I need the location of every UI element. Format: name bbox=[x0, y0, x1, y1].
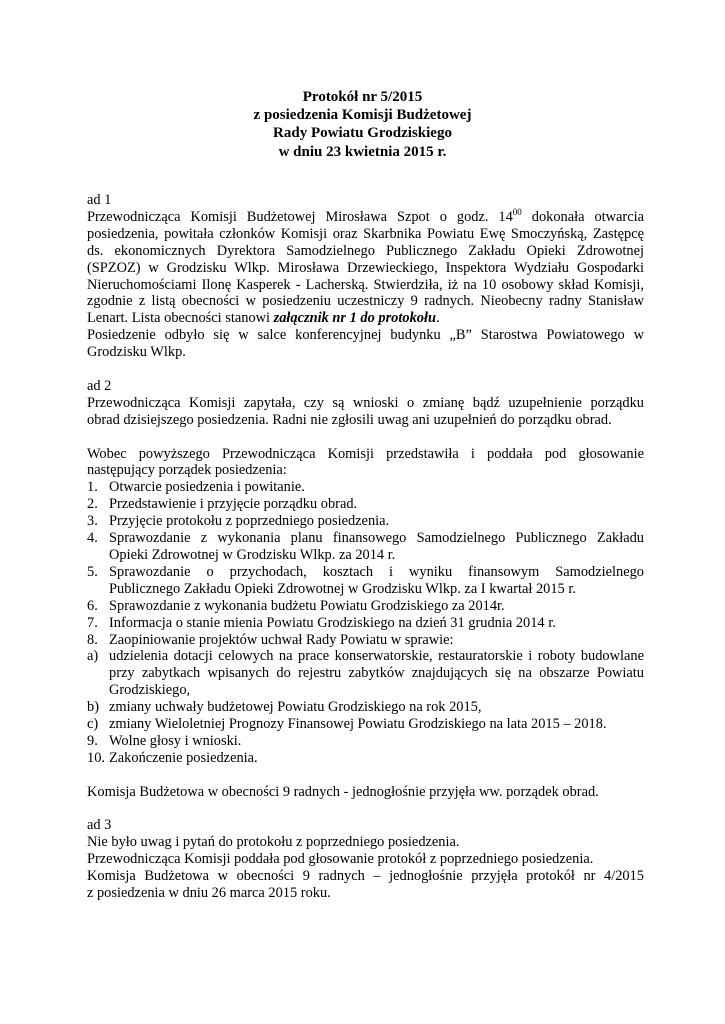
document-title bbox=[0, 88, 725, 161]
agenda-number: b) bbox=[87, 699, 99, 716]
agenda-number: 6. bbox=[87, 597, 98, 614]
text-line: Grodzisku Wlkp. bbox=[87, 344, 186, 361]
agenda-item: 4. Sprawozdanie z wykonania planu finansowego Samodzielnego Publicznego Zakładu Opieki Zdrowotnej w Grodzisku Wlkp. za 2014 r. bbox=[87, 530, 644, 563]
agenda-list bbox=[87, 479, 644, 766]
agenda-item: 7. Informacja o stanie mienia Powiatu Grodziskiego na dzień 31 grudnia 2014 r. bbox=[87, 614, 556, 631]
text-line: z posiedzenia w dniu 26 marca 2015 roku. bbox=[87, 885, 331, 902]
title-date: w dniu 23 kwietnia 2015 r. bbox=[278, 143, 447, 160]
agenda-number: 2. bbox=[87, 496, 98, 513]
text-line: ds. ekonomicznych Dyrektora Samodzielnego Publicznego Zakładu Opieki Zdrowotnej bbox=[87, 242, 644, 259]
agenda-item: 5. Sprawozdanie o przychodach, kosztach i wyniku finansowym Samodzielnego Publicznego Zakładu Opieki Zdrowotnej w Grodzisku Wlkp. za I kwartał 2015 r. bbox=[87, 563, 644, 597]
agenda-number: 3. bbox=[87, 513, 98, 530]
text-fragment: . bbox=[435, 310, 440, 327]
agenda-number: 1. bbox=[87, 479, 98, 496]
agenda-item: 2. Przedstawienie i przyjęcie porządku obrad. bbox=[87, 496, 358, 513]
text-line: Posiedzenie odbyło się w salce konferencyjnej budynku „B” Starostwa Powiatowego w bbox=[87, 327, 644, 344]
text-line: Przewodnicząca Komisji zapytała, czy są wnioski o zmianę bądź uzupełnienie porządku bbox=[87, 394, 644, 411]
section-label: ad 3 bbox=[87, 817, 112, 834]
agenda-number: 9. bbox=[87, 732, 98, 749]
agenda-number: 8. bbox=[87, 631, 98, 648]
text-fragment: Lenart. Lista obecności stanowi bbox=[87, 310, 274, 327]
text-line bbox=[87, 206, 645, 226]
agenda-item: 9. Wolne głosy i wnioski. bbox=[87, 732, 242, 749]
agenda-item: 1. Otwarcie posiedzenia i powitanie. bbox=[87, 479, 305, 496]
attachment-reference: załącznik nr 1 do protokołu bbox=[273, 310, 436, 327]
text-line: Wobec powyższego Przewodnicząca Komisji przedstawiła i poddała pod głosowanie bbox=[87, 445, 644, 462]
agenda-item: 6. Sprawozdanie z wykonania budżetu Powiatu Grodziskiego za 2014r. bbox=[87, 597, 505, 614]
section-ad2 bbox=[87, 378, 644, 479]
title-meeting: z posiedzenia Komisji Budżetowej bbox=[253, 107, 472, 124]
vote-result: Komisja Budżetowa w obecności 9 radnych - jednogłośnie przyjęła ww. porządek obrad. bbox=[87, 783, 599, 800]
agenda-number: 4. bbox=[87, 530, 98, 547]
text-line: Nie było uwag i pytań do protokołu z poprzedniego posiedzenia. bbox=[87, 834, 460, 851]
agenda-number: 7. bbox=[87, 614, 98, 631]
title-council: Rady Powiatu Grodziskiego bbox=[273, 125, 452, 142]
section-label: ad 1 bbox=[87, 192, 112, 208]
section-ad3 bbox=[87, 817, 644, 902]
text-line: posiedzenia, powitała członków Komisji oraz Skarbnika Powiatu Ewę Smoczyńską, Zastępcę bbox=[87, 225, 644, 242]
agenda-number: 10. bbox=[87, 749, 105, 766]
text-line bbox=[87, 310, 644, 327]
section-ad1 bbox=[87, 192, 644, 361]
document-body bbox=[87, 192, 644, 902]
title-protocol-number: Protokół nr 5/2015 bbox=[302, 89, 423, 105]
agenda-number: a) bbox=[87, 648, 99, 665]
text-line: zgodnie z listą obecności w posiedzeniu uczestniczy 9 radnych. Nieobecny radny Stanisław bbox=[87, 293, 644, 310]
agenda-item: c) zmiany Wieloletniej Prognozy Finansowej Powiatu Grodziskiego na lata 2015 – 2018. bbox=[87, 716, 607, 733]
agenda-item: a) udzielenia dotacji celowych na prace konserwatorskie, restauratorskie i roboty budowlane przy zabytkach wpisanych do rejestru zabytków znajdujących się na obszarze Powiatu Grodziskiego, bbox=[87, 648, 644, 699]
agenda-item: 3. Przyjęcie protokołu z poprzedniego posiedzenia. bbox=[87, 513, 390, 530]
text-line: następujący porządek posiedzenia: bbox=[87, 462, 287, 479]
agenda-number: c) bbox=[87, 716, 99, 733]
agenda-item: 10. Zakończenie posiedzenia. bbox=[87, 749, 258, 766]
text-line: (SPZOZ) w Grodzisku Wlkp. Mirosława Drzewieckiego, Inspektora Wydziału Gospodarki bbox=[87, 259, 644, 276]
agenda-number: 5. bbox=[87, 563, 98, 580]
section-label: ad 2 bbox=[87, 377, 112, 394]
text-line: Przewodnicząca Komisji poddała pod głosowanie protokół z poprzedniego posiedzenia. bbox=[87, 851, 594, 868]
agenda-item: b) zmiany uchwały budżetowej Powiatu Grodziskiego na rok 2015, bbox=[87, 699, 482, 716]
text-line: Nieruchomościami Ilonę Kasperek - Lacherską. Stwierdziła, iż na 10 osobowy skład Komisji, bbox=[87, 276, 644, 293]
text-line: obrad dzisiejszego posiedzenia. Radni nie zgłosili uwag ani uzupełnień do porządku obrad. bbox=[87, 411, 612, 428]
text-line: Komisja Budżetowa w obecności 9 radnych – jednogłośnie przyjęła protokół nr 4/2015 bbox=[87, 868, 644, 885]
agenda-item: 8. Zaopiniowanie projektów uchwał Rady Powiatu w sprawie: bbox=[87, 631, 454, 648]
text-fragment: dokonała otwarcia bbox=[521, 208, 645, 225]
time-superscript: 00 bbox=[512, 206, 522, 217]
text-fragment: Przewodnicząca Komisji Budżetowej Mirosława Szpot o godz. 14 bbox=[87, 208, 513, 225]
